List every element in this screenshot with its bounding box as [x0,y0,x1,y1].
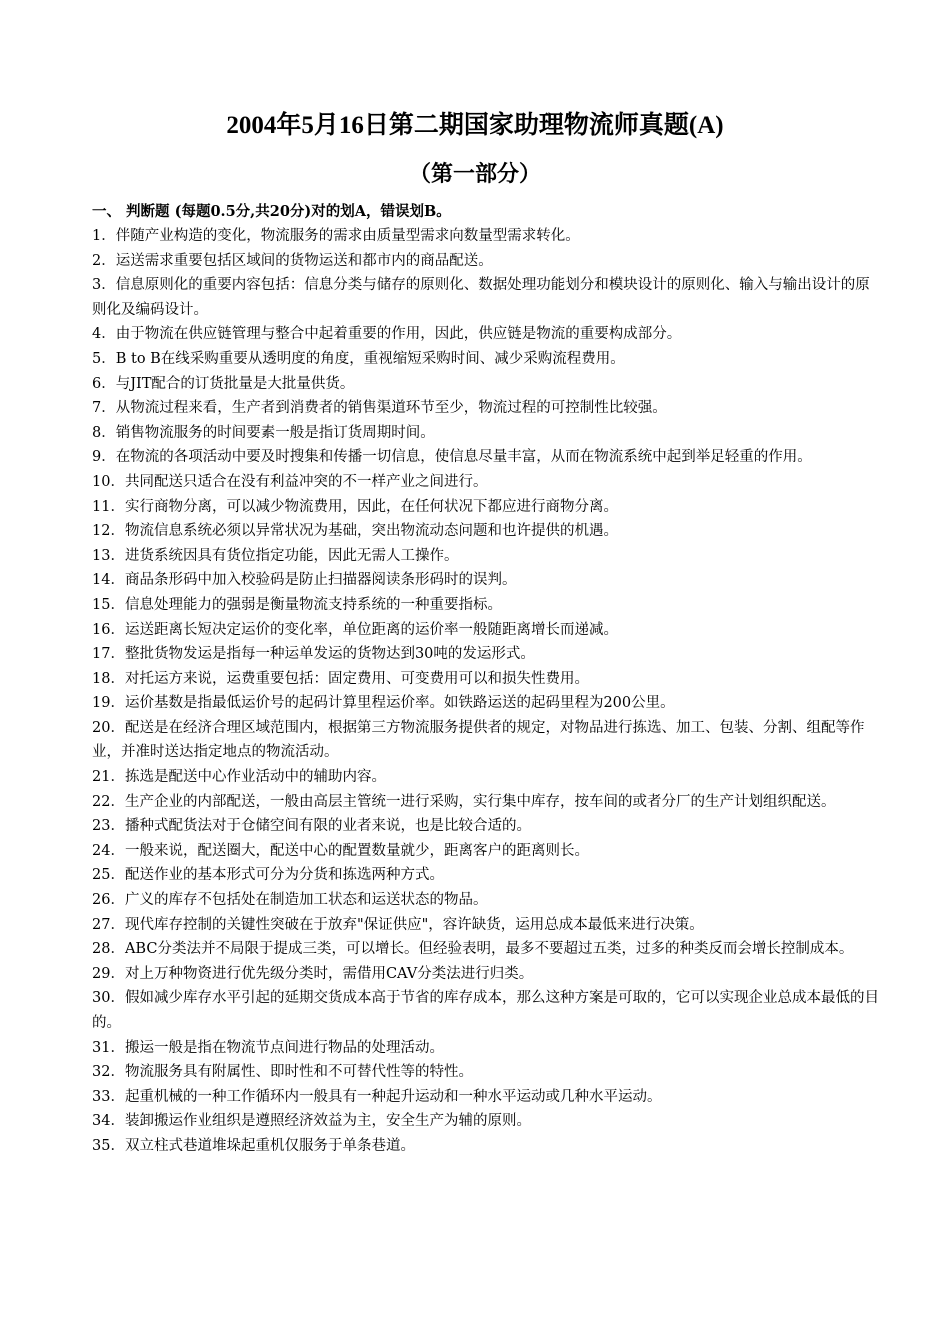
question-item: 26．广义的库存不包括处在制造加工状态和运送状态的物品。 [92,892,488,909]
question-item: 9．在物流的各项活动中要及时搜集和传播一切信息，使信息尽量丰富，从而在物流系统中起到举足轻重的作用。 [92,449,812,466]
question-item: 35．双立柱式巷道堆垛起重机仅服务于单条巷道。 [92,1137,415,1154]
question-item: 33．起重机械的一种工作循环内一般具有一种起升运动和一种水平运动或几种水平运动。 [92,1088,662,1105]
question-item: 30．假如减少库存水平引起的延期交货成本高于节省的库存成本，那么这种方案是可取的，它可以实现企业总成本最低的目的。 [92,990,879,1031]
question-item: 4．由于物流在供应链管理与整合中起着重要的作用，因此，供应链是物流的重要构成部分。 [92,326,682,343]
question-item: 23．播种式配货法对于仓储空间有限的业者来说，也是比较合适的。 [92,818,531,835]
question-item: 2．运送需求重要包括区域间的货物运送和都市内的商品配送。 [92,252,493,269]
question-item: 24．一般来说，配送圈大，配送中心的配置数量就少，距离客户的距离则长。 [92,842,589,859]
question-item: 22．生产企业的内部配送，一般由高层主管统一进行采购，实行集中库存，按车间的或者分厂的生产计划组织配送。 [92,793,836,810]
question-item: 14．商品条形码中加入校验码是防止扫描器阅读条形码时的误判。 [92,572,517,589]
question-item: 15．信息处理能力的强弱是衡量物流支持系统的一种重要指标。 [92,596,502,613]
question-item: 28．ABC分类法并不局限于提成三类，可以增长。但经验表明，最多不要超过五类，过多的种类反而会增长控制成本。 [92,941,854,958]
document-subtitle: （第一部分） [408,161,541,187]
question-item: 11．实行商物分离，可以减少物流费用，因此，在任何状况下都应进行商物分离。 [92,498,618,515]
question-list [92,224,882,1159]
question-item: 19．运价基数是指最低运价号的起码计算里程运价率。如铁路运送的起码里程为200公里。 [92,695,675,712]
question-item: 27．现代库存控制的关键性突破在于放弃"保证供应"，容许缺货，运用总成本最低来进行决策。 [92,916,704,933]
question-item: 25．配送作业的基本形式可分为分货和拣选两种方式。 [92,867,444,884]
question-item: 12．物流信息系统必须以异常状况为基础，突出物流动态问题和也许提供的机遇。 [92,523,618,540]
question-item: 17．整批货物发运是指每一种运单发运的货物达到30吨的发运形式。 [92,646,535,663]
question-item: 5．B to B在线采购重要从透明度的角度，重视缩短采购时间、减少采购流程费用。 [92,350,625,367]
question-item: 13．进货系统因具有货位指定功能，因此无需人工操作。 [92,547,459,564]
question-item: 10．共同配送只适合在没有利益冲突的不一样产业之间进行。 [92,473,488,490]
question-item: 6．与JIT配合的订货批量是大批量供货。 [92,375,355,392]
question-item: 8．销售物流服务的时间要素一般是指订货周期时间。 [92,424,435,441]
question-item: 18．对托运方来说，运费重要包括：固定费用、可变费用可以和损失性费用。 [92,670,589,687]
question-item: 31．搬运一般是指在物流节点间进行物品的处理活动。 [92,1039,444,1056]
question-item: 20．配送是在经济合理区域范围内，根据第三方物流服务提供者的规定，对物品进行拣选、加工、包装、分割、组配等作业，并准时送达指定地点的物流活动。 [92,719,865,761]
document-title: 2004年5月16日第二期国家助理物流师真题(A) [226,112,724,139]
question-item: 3．信息原则化的重要内容包括：信息分类与储存的原则化、数据处理功能划分和模块设计的原则化、输入与输出设计的原则化及编码设计。 [92,277,870,318]
question-item: 16．运送距离长短决定运价的变化率，单位距离的运价率一般随距离增长而递减。 [92,621,618,638]
question-item: 29．对上万种物资进行优先级分类时，需借用CAV分类法进行归类。 [92,965,534,982]
question-item: 1．伴随产业构造的变化，物流服务的需求由质量型需求向数量型需求转化。 [92,228,580,244]
question-item: 7．从物流过程来看，生产者到消费者的销售渠道环节至少，物流过程的可控制性比较强。 [92,400,667,417]
question-item: 32．物流服务具有附属性、即时性和不可替代性等的特性。 [92,1064,473,1081]
question-item: 21．拣选是配送中心作业活动中的辅助内容。 [92,769,386,786]
question-item: 34．装卸搬运作业组织是遵照经济效益为主，安全生产为辅的原则。 [92,1113,531,1130]
section-heading: 一、 判断题 (每题0.5分,共20分)对的划A，错误划B。 [92,203,451,220]
